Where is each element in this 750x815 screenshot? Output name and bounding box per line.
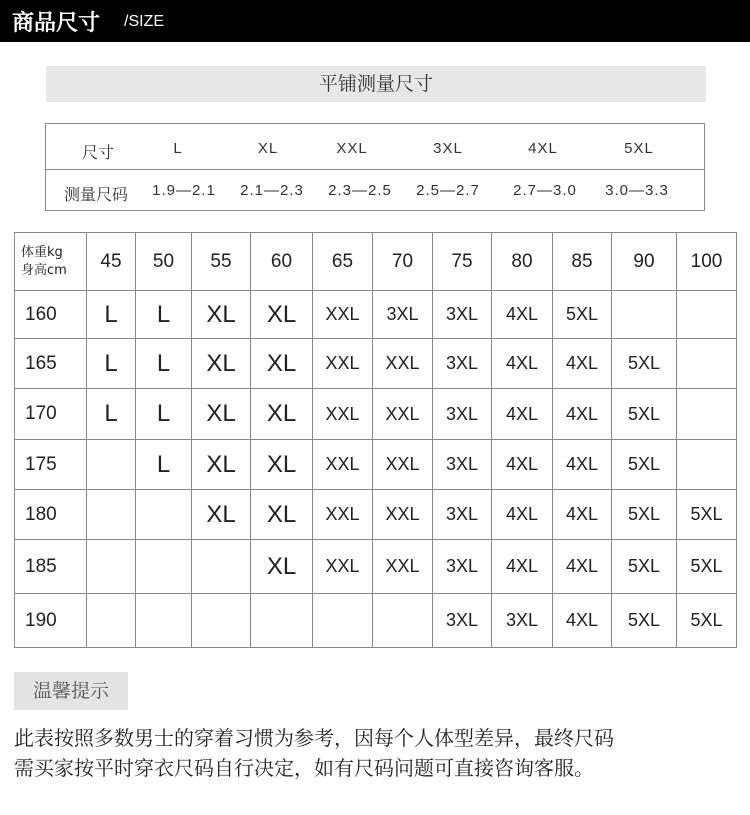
size-cell: 5XL xyxy=(612,389,677,440)
tips-label-box xyxy=(14,672,128,710)
measure-section-title: 平铺测量尺寸 xyxy=(318,73,433,95)
grid-row xyxy=(15,440,737,490)
size-cell: 3XL xyxy=(433,594,492,648)
measure-section-band xyxy=(46,66,706,102)
size-cell: 5XL xyxy=(612,440,677,490)
size-cell: L xyxy=(87,389,136,440)
measure-size-xl: XL xyxy=(257,140,279,157)
measure-divider xyxy=(46,169,704,170)
measure-range-xl: 2.1—2.3 xyxy=(240,182,304,199)
size-cell: L xyxy=(136,440,192,490)
size-cell xyxy=(677,339,737,389)
measure-table xyxy=(45,123,705,211)
measure-range-3xl: 2.5—2.7 xyxy=(416,182,480,199)
measure-size-3xl: 3XL xyxy=(433,140,463,157)
size-cell: 4XL xyxy=(492,440,553,490)
size-cell xyxy=(87,540,136,594)
measure-range-label: 测量尺码 xyxy=(64,185,129,204)
grid-row xyxy=(15,540,737,594)
size-cell: 5XL xyxy=(612,540,677,594)
measure-size-4xl: 4XL xyxy=(528,140,558,157)
size-cell: L xyxy=(136,291,192,339)
header-subtitle: /SIZE xyxy=(124,13,165,30)
size-cell: 5XL xyxy=(612,594,677,648)
tips-line-2: 需买家按平时穿衣尺码自行决定，如有尺码问题可直接咨询客服。 xyxy=(14,756,594,780)
size-cell xyxy=(136,540,192,594)
height-cell: 160 xyxy=(15,291,87,339)
size-grid-table xyxy=(14,232,737,648)
size-cell: XL xyxy=(192,440,251,490)
measure-size-xxl: XXL xyxy=(336,140,368,157)
weight-header-cell: 55 xyxy=(192,233,251,291)
size-cell: XL xyxy=(251,389,313,440)
weight-header-cell: 85 xyxy=(553,233,612,291)
weight-header-cell: 60 xyxy=(251,233,313,291)
size-cell xyxy=(87,440,136,490)
size-cell: 4XL xyxy=(553,389,612,440)
weight-header-cell: 70 xyxy=(373,233,433,291)
measure-size-5xl: 5XL xyxy=(624,140,654,157)
measure-size-l: L xyxy=(173,140,183,157)
size-cell: 3XL xyxy=(492,594,553,648)
size-cell: XXL xyxy=(313,291,373,339)
size-cell: L xyxy=(136,339,192,389)
size-cell: XXL xyxy=(313,389,373,440)
measure-range-xxl: 2.3—2.5 xyxy=(328,182,392,199)
header-bar xyxy=(0,0,750,42)
size-cell xyxy=(87,594,136,648)
size-cell xyxy=(251,594,313,648)
corner-weight-label: 体重kg xyxy=(21,244,63,260)
measure-size-label: 尺寸 xyxy=(82,143,115,162)
grid-row xyxy=(15,490,737,540)
weight-header-cell: 45 xyxy=(87,233,136,291)
size-cell: XXL xyxy=(313,540,373,594)
size-cell xyxy=(373,594,433,648)
size-cell: 4XL xyxy=(492,291,553,339)
weight-header-cell: 90 xyxy=(612,233,677,291)
size-cell xyxy=(677,389,737,440)
grid-row xyxy=(15,594,737,648)
size-cell xyxy=(87,490,136,540)
size-cell: 5XL xyxy=(677,594,737,648)
size-cell xyxy=(192,540,251,594)
weight-header-cell: 75 xyxy=(433,233,492,291)
size-cell: XL xyxy=(251,339,313,389)
size-cell: 4XL xyxy=(553,339,612,389)
measure-range-l: 1.9—2.1 xyxy=(152,182,216,199)
size-cell: 3XL xyxy=(433,291,492,339)
size-cell: 3XL xyxy=(433,339,492,389)
size-cell: L xyxy=(87,291,136,339)
height-cell: 170 xyxy=(15,389,87,440)
size-cell: XL xyxy=(251,440,313,490)
corner-height-label: 身高cm xyxy=(21,262,67,278)
size-cell: 4XL xyxy=(492,339,553,389)
size-cell: 4XL xyxy=(492,540,553,594)
weight-header-cell: 100 xyxy=(677,233,737,291)
size-cell: XL xyxy=(251,490,313,540)
size-cell: XXL xyxy=(373,490,433,540)
size-cell: XXL xyxy=(313,490,373,540)
size-cell: 4XL xyxy=(553,440,612,490)
grid-corner-cell xyxy=(15,233,87,291)
size-cell: XL xyxy=(251,540,313,594)
height-cell: 180 xyxy=(15,490,87,540)
tips-line-1: 此表按照多数男士的穿着习惯为参考，因每个人体型差异，最终尺码 xyxy=(14,726,614,750)
size-cell: 4XL xyxy=(553,490,612,540)
measure-range-4xl: 2.7—3.0 xyxy=(513,182,577,199)
size-cell: 5XL xyxy=(677,540,737,594)
size-cell: XXL xyxy=(373,389,433,440)
grid-row xyxy=(15,389,737,440)
size-cell: 5XL xyxy=(612,339,677,389)
height-cell: 175 xyxy=(15,440,87,490)
weight-header-cell: 65 xyxy=(313,233,373,291)
size-cell: XXL xyxy=(373,440,433,490)
size-cell: 4XL xyxy=(553,594,612,648)
size-cell: XL xyxy=(192,291,251,339)
size-cell: XL xyxy=(192,490,251,540)
size-cell: 5XL xyxy=(677,490,737,540)
height-cell: 165 xyxy=(15,339,87,389)
weight-header-cell: 50 xyxy=(136,233,192,291)
size-cell xyxy=(136,490,192,540)
size-cell: 4XL xyxy=(492,389,553,440)
height-cell: 190 xyxy=(15,594,87,648)
size-cell xyxy=(612,291,677,339)
height-cell: 185 xyxy=(15,540,87,594)
size-cell: 3XL xyxy=(433,389,492,440)
grid-row xyxy=(15,339,737,389)
tips-label: 温馨提示 xyxy=(32,680,109,702)
grid-row xyxy=(15,291,737,339)
size-cell: 4XL xyxy=(492,490,553,540)
size-cell: 3XL xyxy=(433,490,492,540)
size-cell: XL xyxy=(192,389,251,440)
size-cell: 5XL xyxy=(612,490,677,540)
size-cell: 5XL xyxy=(553,291,612,339)
grid-header-row xyxy=(15,233,737,291)
size-cell: 3XL xyxy=(433,540,492,594)
size-cell: XXL xyxy=(373,540,433,594)
measure-range-5xl: 3.0—3.3 xyxy=(605,182,669,199)
header-title: 商品尺寸 xyxy=(12,11,101,36)
size-cell: XXL xyxy=(373,339,433,389)
size-cell: 4XL xyxy=(553,540,612,594)
size-cell xyxy=(136,594,192,648)
size-cell: XXL xyxy=(313,339,373,389)
size-cell xyxy=(313,594,373,648)
size-cell: XXL xyxy=(313,440,373,490)
size-cell xyxy=(677,291,737,339)
weight-header-cell: 80 xyxy=(492,233,553,291)
size-cell: XL xyxy=(192,339,251,389)
size-cell: L xyxy=(87,339,136,389)
size-cell: XL xyxy=(251,291,313,339)
size-cell: 3XL xyxy=(433,440,492,490)
size-cell xyxy=(677,440,737,490)
size-cell xyxy=(192,594,251,648)
size-cell: 3XL xyxy=(373,291,433,339)
size-cell: L xyxy=(136,389,192,440)
